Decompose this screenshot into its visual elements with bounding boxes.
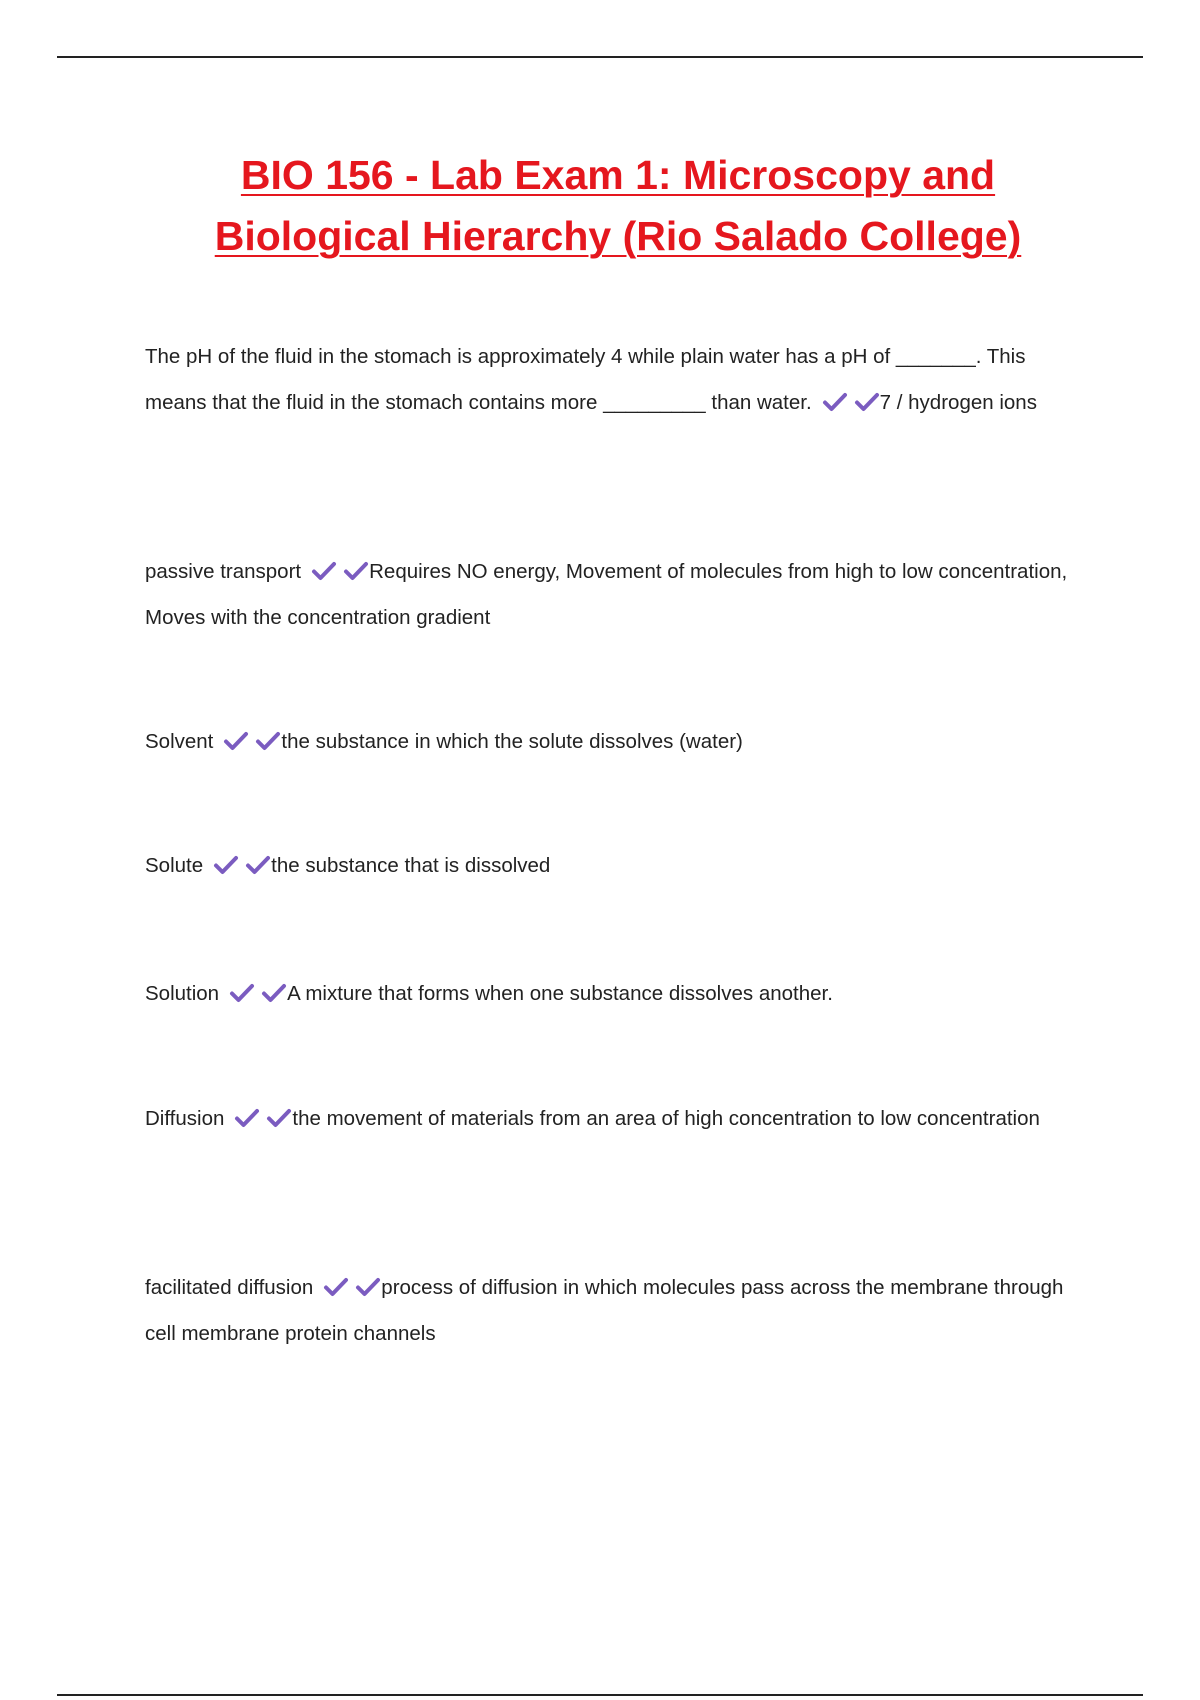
checkmark-icon bbox=[223, 731, 249, 751]
checkmark-icon bbox=[311, 561, 337, 581]
checkmark-icon bbox=[261, 983, 287, 1003]
entry-term: Solvent bbox=[145, 730, 214, 753]
entry-definition: Requires NO energy, Movement of molecules from high to low concentration, Moves with the concentration gradient bbox=[145, 560, 1068, 629]
entry-definition: A mixture that forms when one substance dissolves another. bbox=[287, 982, 833, 1005]
entry-term: passive transport bbox=[145, 560, 302, 583]
title-line-1: BIO 156 - Lab Exam 1: Microscopy and bbox=[240, 152, 996, 198]
bottom-rule bbox=[57, 1694, 1143, 1696]
entry-term: Solution bbox=[145, 982, 220, 1005]
entry-term: Solute bbox=[145, 854, 204, 877]
checkmark-icon bbox=[854, 392, 880, 412]
checkmark-icon bbox=[343, 561, 369, 581]
checkmark-icon bbox=[323, 1277, 349, 1297]
checkmark-icon bbox=[255, 731, 281, 751]
entry-diffusion bbox=[145, 1096, 1090, 1142]
entry-solution bbox=[145, 971, 1090, 1017]
checkmark-icon bbox=[213, 855, 239, 875]
checkmark-icon bbox=[355, 1277, 381, 1297]
entry-term: facilitated diffusion bbox=[145, 1276, 314, 1299]
title-line-2: Biological Hierarchy (Rio Salado College) bbox=[214, 213, 1022, 259]
entry-passive-transport bbox=[145, 549, 1090, 641]
entry-definition: the movement of materials from an area of high concentration to low concentration bbox=[292, 1107, 1040, 1130]
checkmark-icon bbox=[245, 855, 271, 875]
top-rule bbox=[57, 56, 1143, 58]
checkmark-icon bbox=[234, 1108, 260, 1128]
entry-definition: the substance in which the solute dissolves (water) bbox=[281, 730, 743, 753]
checkmark-icon bbox=[822, 392, 848, 412]
entry-definition: process of diffusion in which molecules pass across the membrane through cell membrane protein channels bbox=[145, 1276, 1064, 1345]
entry-term: Diffusion bbox=[145, 1107, 225, 1130]
page-title bbox=[0, 145, 1200, 267]
entry-term: The pH of the fluid in the stomach is approximately 4 while plain water has a pH of _______. This means that the fluid in the stomach contains more _________ than water. bbox=[145, 345, 1026, 414]
entry-solute bbox=[145, 843, 1090, 889]
entry-solvent bbox=[145, 719, 1090, 765]
entry-facilitated-diffusion bbox=[145, 1265, 1090, 1357]
entry-definition: 7 / hydrogen ions bbox=[879, 391, 1037, 414]
checkmark-icon bbox=[266, 1108, 292, 1128]
checkmark-icon bbox=[229, 983, 255, 1003]
entry-definition: the substance that is dissolved bbox=[271, 854, 551, 877]
entry-ph bbox=[145, 334, 1090, 426]
